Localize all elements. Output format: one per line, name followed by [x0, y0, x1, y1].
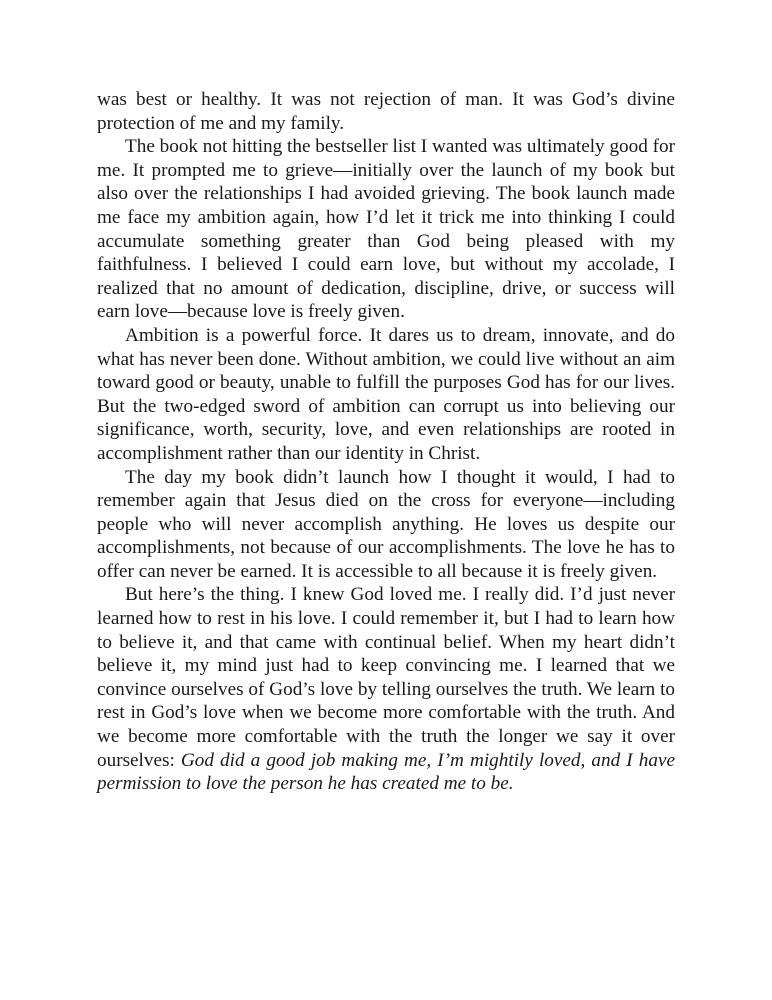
paragraph-1: was best or healthy. It was not rejection of man. It was God’s divine protection of me and my family.	[97, 89, 675, 134]
paragraph-4: The day my book didn’t launch how I thought it would, I had to remember again that Jesus died on the cross for everyone—including people who will never accomplish anything. He loves us despite our accomplishments, not because of our accomplishments. The love he has to offer can never be earned. It is accessible to all because it is freely given.	[97, 466, 675, 582]
paragraph-2: The book not hitting the bestseller list I wanted was ultimately good for me. It prompted me to grieve—initially over the launch of my book but also over the relationships I had avoided grieving. The book launch made me face my ambition again, how I’d let it trick me into thinking I could accumulate something greater than God being pleased with my faithfulness. I believed I could earn love, but without my accolade, I realized that no amount of dedication, discipline, drive, or success will earn love—because love is freely given.	[97, 136, 675, 323]
paragraph-5-italic-quote: God did a good job making me, I’m mightily loved, and I have permission to love the person he has created me to be.	[97, 749, 675, 795]
paragraph-5	[97, 583, 675, 795]
paragraph-5-text: But here’s the thing. I knew God loved me. I really did. I’d just never learned how to rest in his love. I could remember it, but I had to learn how to believe it, and that came with continual belief. When my heart didn’t believe it, my mind just had to keep convincing me. I learned that we convince ourselves of God’s love by telling ourselves the truth. We learn to rest in God’s love when we become more comfortable with the truth. And we become more comfortable with the truth the longer we say it over ourselves:	[97, 584, 675, 771]
document-page	[97, 88, 675, 796]
paragraph-3: Ambition is a powerful force. It dares us to dream, innovate, and do what has never been done. Without ambition, we could live without an aim toward good or beauty, unable to fulfill the purposes God has for our lives. But the two-edged sword of ambition can corrupt us into believing our significance, worth, security, love, and even relationships are rooted in accomplishment rather than our identity in Christ.	[97, 324, 675, 464]
